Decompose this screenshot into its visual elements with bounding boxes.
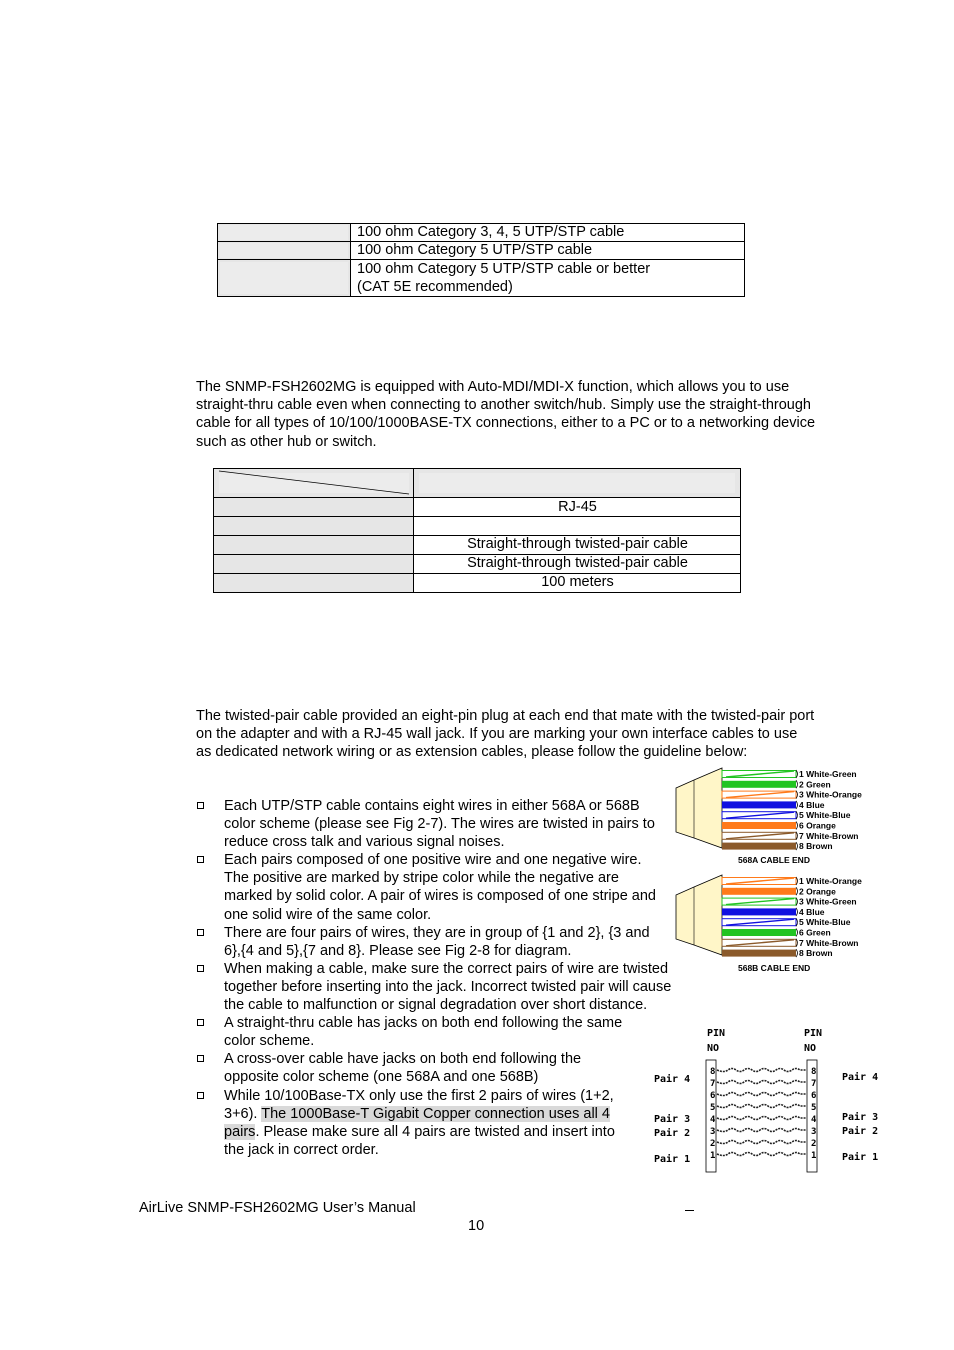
checkbox-bullet-icon xyxy=(197,802,204,809)
wire-label: 3 White-Green xyxy=(799,896,857,907)
checkbox-bullet-icon xyxy=(197,929,204,936)
footer-manual-title: AirLive SNMP-FSH2602MG User’s Manual xyxy=(139,1200,416,1216)
wire-label: 5 White-Blue xyxy=(799,917,851,928)
pin-number: 8 xyxy=(811,1067,817,1077)
figure-twisted-pairs-diagram xyxy=(652,1024,882,1180)
figure-caption: 568A CABLE END xyxy=(738,855,810,865)
wire-end xyxy=(796,842,798,850)
wire-end xyxy=(796,887,798,895)
twisted-wire xyxy=(717,1129,806,1132)
pin-number: 4 xyxy=(811,1115,817,1125)
table-row xyxy=(218,224,745,242)
pair-label: Pair 1 xyxy=(654,1154,691,1165)
pin-number: 3 xyxy=(811,1127,817,1137)
pin-number: 6 xyxy=(811,1091,817,1101)
twisted-wire xyxy=(717,1105,806,1108)
twisted-pair-paragraph: The twisted-pair cable provided an eight-pin plug at each end that mate with the twisted-pair port on the adapter and with a RJ-45 wall jack. If you are marking your own interface cables to use as dedicated network wiring or as extension cables, please follow the guideline below: xyxy=(196,708,815,761)
wire-label: 3 White-Orange xyxy=(799,789,862,800)
pin-number: 2 xyxy=(710,1139,716,1149)
pair-label: Pair 4 xyxy=(654,1074,691,1085)
pin-number: 2 xyxy=(811,1139,817,1149)
list-item: When making a cable, make sure the correct pairs of wire are twisted together before inserting into the jack. Incorrect twisted pair will cause the cable to malfunction or signal degradation over short distance. xyxy=(196,960,694,1014)
wire-end xyxy=(796,929,798,937)
page-number: 10 xyxy=(468,1218,485,1234)
pin-number: 1 xyxy=(811,1151,817,1161)
spec-cell: Straight-through twisted-pair cable xyxy=(467,536,688,552)
wire-label: 4 Blue xyxy=(799,906,825,917)
wire-end xyxy=(796,908,798,916)
row-label-cell xyxy=(218,260,351,297)
twisted-wire xyxy=(717,1153,806,1156)
pin-label: NO xyxy=(804,1043,817,1054)
pair-label: Pair 4 xyxy=(842,1072,879,1083)
pin-label: NO xyxy=(707,1043,720,1054)
pair-label: Pair 2 xyxy=(654,1128,691,1139)
twisted-wire xyxy=(717,1069,806,1072)
pin-number: 3 xyxy=(710,1127,716,1137)
wire-label: 8 Brown xyxy=(799,841,833,852)
wire-end xyxy=(796,780,798,788)
wire xyxy=(722,781,796,788)
figure-caption: 568B CABLE END xyxy=(738,963,811,973)
list-item: There are four pairs of wires, they are in group of {1 and 2}, {3 and 6},{4 and 5},{7 and 8}. Please see Fig 2-8 for diagram. xyxy=(196,924,664,960)
pin-number: 4 xyxy=(710,1115,716,1125)
pin-label: PIN xyxy=(804,1028,823,1039)
wire-label: 7 White-Brown xyxy=(799,937,859,948)
checkbox-bullet-icon xyxy=(197,1055,204,1062)
wire-end xyxy=(796,949,798,957)
wire-label: 7 White-Brown xyxy=(799,830,859,841)
wire-label: 6 Green xyxy=(799,927,831,938)
spec-table xyxy=(213,468,741,593)
wire-label: 1 White-Orange xyxy=(799,876,862,886)
wire xyxy=(722,929,796,936)
wire xyxy=(722,801,796,808)
list-item: Each pairs composed of one positive wire and one negative wire. The positive are marked by stripe color while the negative are marked by solid color. A pair of wires is composed of one stripe and one solid wire of the same color. xyxy=(196,851,664,923)
table-row xyxy=(218,260,745,297)
wire xyxy=(722,950,796,957)
mdi-paragraph: The SNMP-FSH2602MG is equipped with Auto-MDI/MDI-X function, which allows you to use straight-thru cable even when connecting to another switch/hub. Simply use the straight-through cable for all types of 10/100/1000BASE-TX connections, either to a PC or to a networking device such as other hub or switch. xyxy=(196,379,816,450)
cell-line: (CAT 5E recommended) xyxy=(357,279,513,295)
wire xyxy=(722,822,796,829)
row-value-cell xyxy=(351,260,745,297)
twisted-wire xyxy=(717,1093,806,1096)
cable-table xyxy=(217,223,745,297)
checkbox-bullet-icon xyxy=(197,965,204,972)
twisted-wire xyxy=(717,1141,806,1144)
spec-cell: RJ-45 xyxy=(558,499,597,515)
wire xyxy=(722,908,796,915)
table-row xyxy=(218,242,745,260)
pin-number: 5 xyxy=(710,1103,716,1113)
pin-number: 7 xyxy=(710,1079,716,1089)
pin-number: 5 xyxy=(811,1103,817,1113)
pair-label: Pair 3 xyxy=(654,1114,691,1125)
row-label-cell xyxy=(218,242,351,260)
guideline-list xyxy=(196,797,694,1159)
row-label-cell xyxy=(218,224,351,242)
wire-label: 2 Orange xyxy=(799,886,836,897)
list-item: A straight-thru cable has jacks on both end following the same color scheme. xyxy=(196,1014,639,1050)
list-item: While 10/100Base-TX only use the first 2 pairs of wires (1+2, 3+6). The 1000Base-T Gigabit Copper connection uses all 4 pairs. Please make sure all 4 pairs are twisted and insert into the jack in correct order. xyxy=(196,1087,639,1159)
figure-568a-cable-end xyxy=(672,766,882,868)
wire-label: 2 Green xyxy=(799,779,831,790)
pin-number: 6 xyxy=(710,1091,716,1101)
figure-568b-cable-end xyxy=(672,873,882,975)
wire xyxy=(722,843,796,850)
wire-end xyxy=(796,801,798,809)
wire-label: 6 Orange xyxy=(799,820,836,831)
pair-label: Pair 1 xyxy=(842,1152,879,1163)
row-value-cell: 100 ohm Category 3, 4, 5 UTP/STP cable xyxy=(351,224,745,242)
highlighted-text: The 1000Base-T Gigabit Copper connection uses all 4 pairs xyxy=(224,1105,610,1140)
spec-cell: Straight-through twisted-pair cable xyxy=(467,555,688,571)
cell-line: 100 ohm Category 5 UTP/STP cable or better xyxy=(357,261,651,277)
wire xyxy=(722,888,796,895)
row-value-cell: 100 ohm Category 5 UTP/STP cable xyxy=(351,242,745,260)
list-item: A cross-over cable have jacks on both end following the opposite color scheme (one 568A and one 568B) xyxy=(196,1050,639,1086)
wire-label: 8 Brown xyxy=(799,948,833,959)
pin-number: 8 xyxy=(710,1067,716,1077)
pin-number: 7 xyxy=(811,1079,817,1089)
checkbox-bullet-icon xyxy=(197,1092,204,1099)
checkbox-bullet-icon xyxy=(197,856,204,863)
checkbox-bullet-icon xyxy=(197,1019,204,1026)
footer-mark xyxy=(685,1210,694,1211)
wire-label: 4 Blue xyxy=(799,799,825,810)
twisted-wire xyxy=(717,1081,806,1084)
twisted-wire xyxy=(717,1117,806,1120)
pair-label: Pair 3 xyxy=(842,1112,879,1123)
wire-label: 1 White-Green xyxy=(799,769,857,779)
list-item: Each UTP/STP cable contains eight wires in either 568A or 568B color scheme (please see Fig 2-7). The wires are twisted in pairs to reduce cross talk and various signal noises. xyxy=(196,797,664,851)
pin-label: PIN xyxy=(707,1028,726,1039)
pin-number: 1 xyxy=(710,1151,716,1161)
spec-cell: 100 meters xyxy=(541,574,614,590)
pair-label: Pair 2 xyxy=(842,1126,879,1137)
wire-label: 5 White-Blue xyxy=(799,810,851,821)
wire-end xyxy=(796,822,798,830)
